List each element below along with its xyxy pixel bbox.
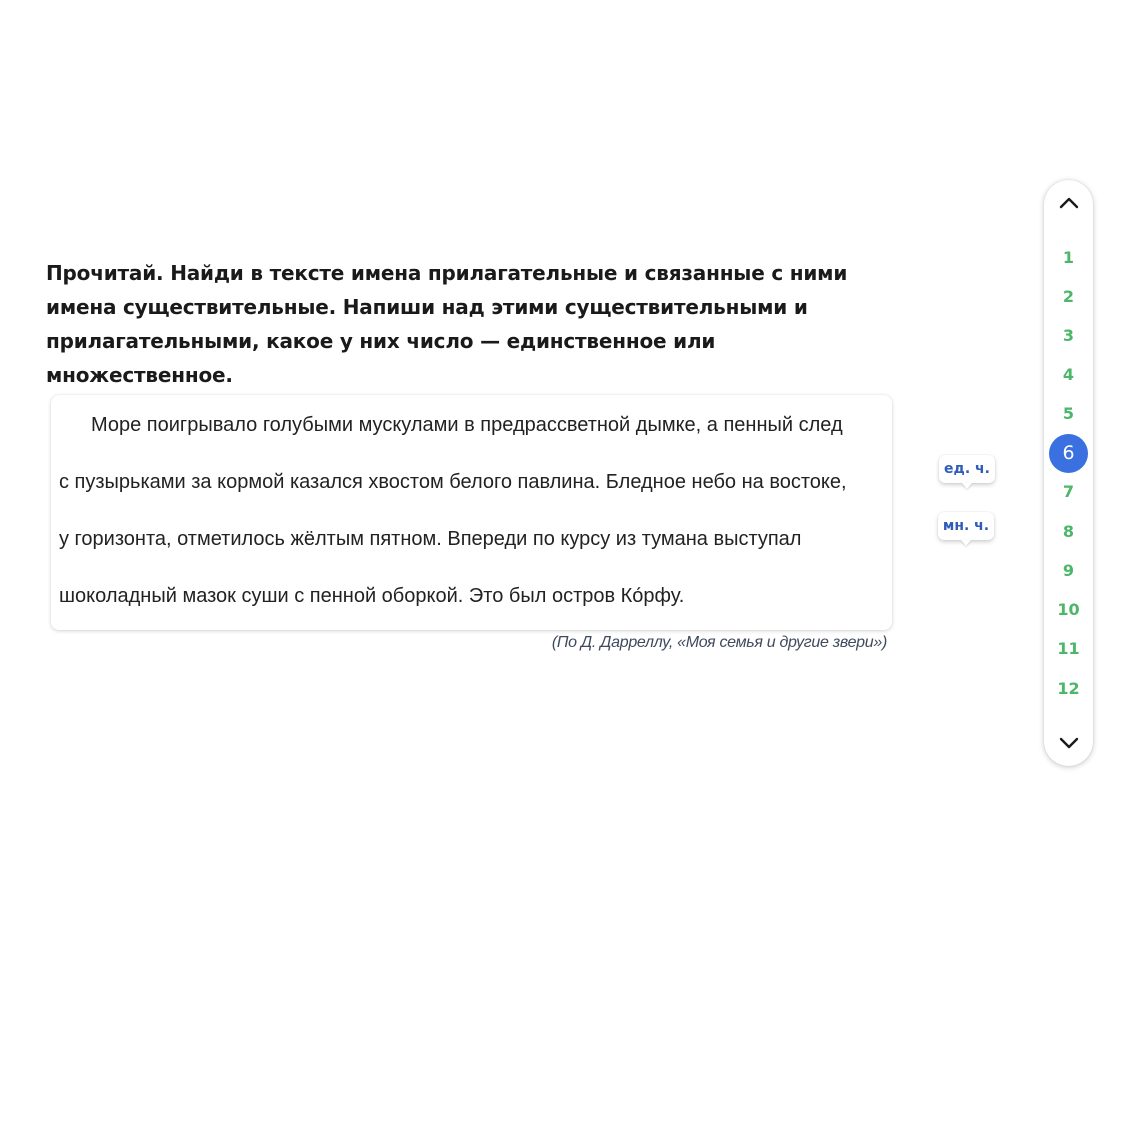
page-button-5[interactable]: 5 <box>1062 404 1075 423</box>
passage-source: (По Д. Дарреллу, «Моя семья и другие звери») <box>551 634 887 651</box>
page-button-2[interactable]: 2 <box>1062 287 1075 306</box>
passage-line: с пузырьками за кормой казался хвостом белого павлина. Бледное небо на востоке, <box>59 471 847 493</box>
page-button-12[interactable]: 12 <box>1057 679 1080 698</box>
page-button-6-active[interactable]: 6 <box>1049 434 1088 473</box>
page-button-3[interactable]: 3 <box>1062 326 1075 345</box>
page-button-1[interactable]: 1 <box>1062 248 1075 267</box>
page-button-11[interactable]: 11 <box>1057 639 1080 658</box>
plural-tag[interactable]: мн. ч. <box>938 512 994 540</box>
singular-tag[interactable]: ед. ч. <box>939 455 995 483</box>
passage-line: шоколадный мазок суши с пенной оборкой. Это был остров Ко́рфу. <box>59 585 685 607</box>
task-instruction: Прочитай. Найди в тексте имена прилагательные и связанные с ними имена существительные. Напиши над этими существительными и прилагательными, какое у них число — единственное или множественное. <box>46 261 848 387</box>
reading-passage <box>51 395 892 630</box>
page-down-button[interactable] <box>1044 728 1093 758</box>
page-button-10[interactable]: 10 <box>1057 600 1080 619</box>
page-button-7[interactable]: 7 <box>1062 482 1075 501</box>
page-button-8[interactable]: 8 <box>1062 522 1075 541</box>
page-up-button[interactable] <box>1044 188 1093 218</box>
page-navigator <box>1044 180 1093 766</box>
page-button-4[interactable]: 4 <box>1062 365 1075 384</box>
passage-line: Море поигрывало голубыми мускулами в предрассветной дымке, а пенный след <box>91 414 843 436</box>
passage-line: у горизонта, отметилось жёлтым пятном. Впереди по курсу из тумана выступал <box>59 528 802 550</box>
page-button-9[interactable]: 9 <box>1062 561 1075 580</box>
chevron-down-icon <box>1059 737 1079 749</box>
chevron-up-icon <box>1059 197 1079 209</box>
